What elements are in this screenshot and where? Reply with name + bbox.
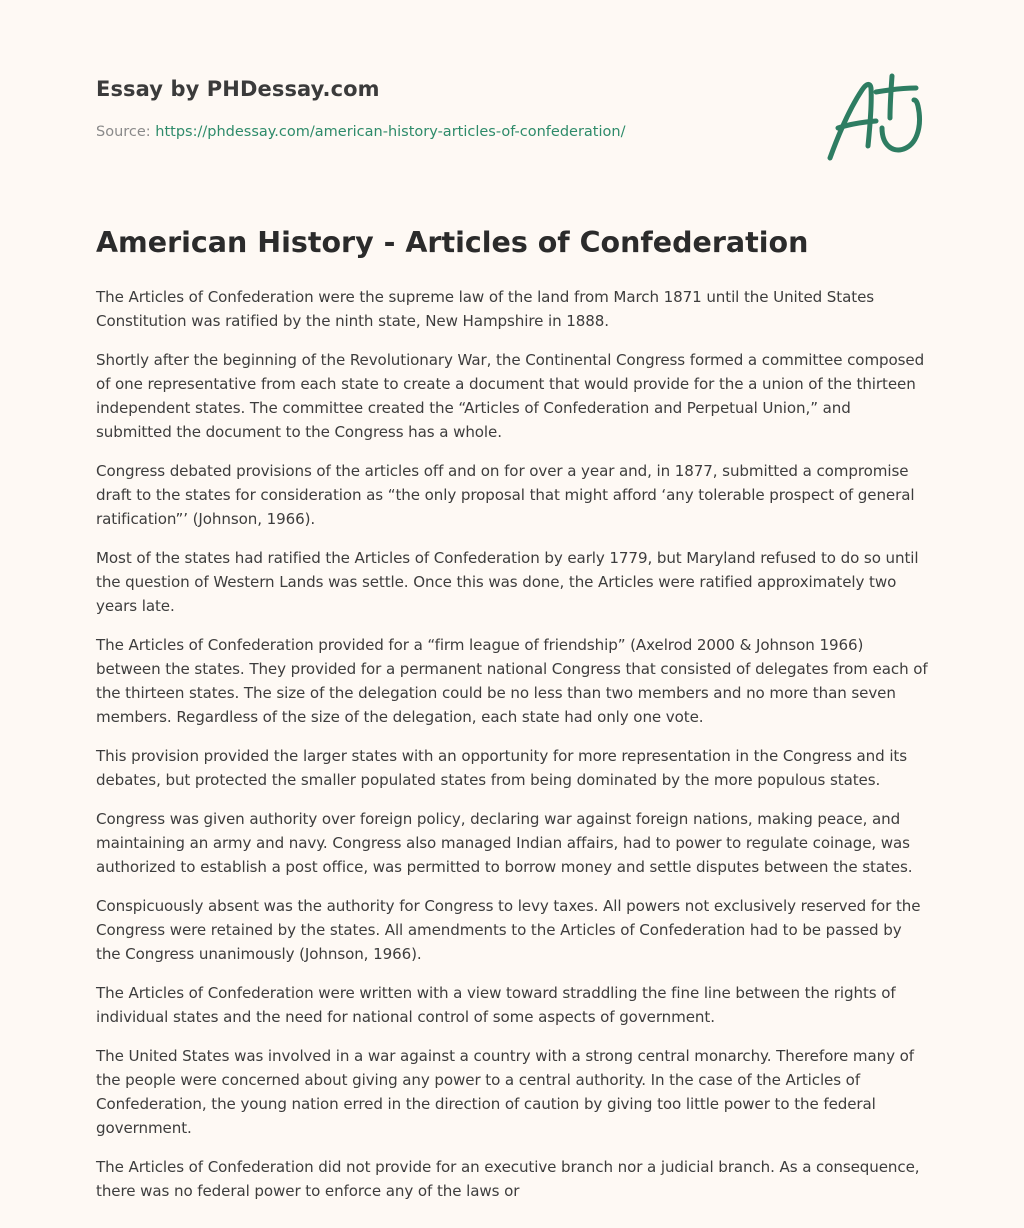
source-label: Source: [96, 124, 151, 140]
paragraph: Shortly after the beginning of the Revolutionary War, the Continental Congress formed a committee composed of one representative from each state to create a document that would provide for the a union of the thirteen independent states. The committee created the “Articles of Confederation and Perpetual Union,” and submitted the document to the Congress has a whole. [96, 351, 925, 441]
paragraph: Congress debated provisions of the articles off and on for over a year and, in 1877, submitted a compromise draft to the states for consideration as “the only proposal that might afford ‘any tolerable prospect of general ratification”’ (Johnson, 1966). [96, 462, 915, 528]
article-body [96, 285, 928, 1218]
paragraph: Conspicuously absent was the authority for Congress to levy taxes. All powers not exclusively reserved for the Congress were retained by the states. All amendments to the Articles of Confederation had to be passed by the Congress unanimously (Johnson, 1966). [96, 897, 921, 963]
paragraph: Congress was given authority over foreign policy, declaring war against foreign nations, making peace, and maintaining an army and navy. Congress also managed Indian affairs, had to power to regulate coinage, was authorized to establish a post office, was permitted to borrow money and settle disputes between the states. [96, 810, 913, 876]
a-plus-logo-icon [824, 70, 928, 165]
source-line [96, 124, 625, 140]
paragraph: The Articles of Confederation did not provide for an executive branch nor a judicial branch. As a consequence, there was no federal power to enforce any of the laws or [96, 1158, 920, 1200]
article-title: American History - Articles of Confederation [96, 226, 809, 259]
paragraph: The Articles of Confederation were written with a view toward straddling the fine line between the rights of individual states and the need for national control of some aspects of government. [96, 984, 896, 1026]
source-link[interactable]: https://phdessay.com/american-history-articles-of-confederation/ [155, 124, 626, 140]
page-header [96, 0, 928, 190]
paragraph: The Articles of Confederation were the supreme law of the land from March 1871 until the United States Constitution was ratified by the ninth state, New Hampshire in 1888. [96, 288, 875, 330]
paragraph: The Articles of Confederation provided for a “firm league of friendship” (Axelrod 2000 & Johnson 1966) between the states. They provided for a permanent national Congress that consisted of delegates from each of the thirteen states. The size of the delegation could be no less than two members and no more than seven members. Regardless of the size of the delegation, each state had only one vote. [96, 636, 928, 726]
paragraph: Most of the states had ratified the Articles of Confederation by early 1779, but Maryland refused to do so until the question of Western Lands was settle. Once this was done, the Articles were ratified approximately two years late. [96, 549, 919, 615]
essay-page [96, 0, 928, 1200]
brand-title: Essay by PHDessay.com [96, 77, 380, 101]
paragraph: The United States was involved in a war against a country with a strong central monarchy. Therefore many of the people were concerned about giving any power to a central authority. In the case of the Articles of Confederation, the young nation erred in the direction of caution by giving too little power to the federal government. [96, 1047, 914, 1137]
paragraph: This provision provided the larger states with an opportunity for more representation in the Congress and its debates, but protected the smaller populated states from being dominated by the more populous states. [96, 747, 908, 789]
